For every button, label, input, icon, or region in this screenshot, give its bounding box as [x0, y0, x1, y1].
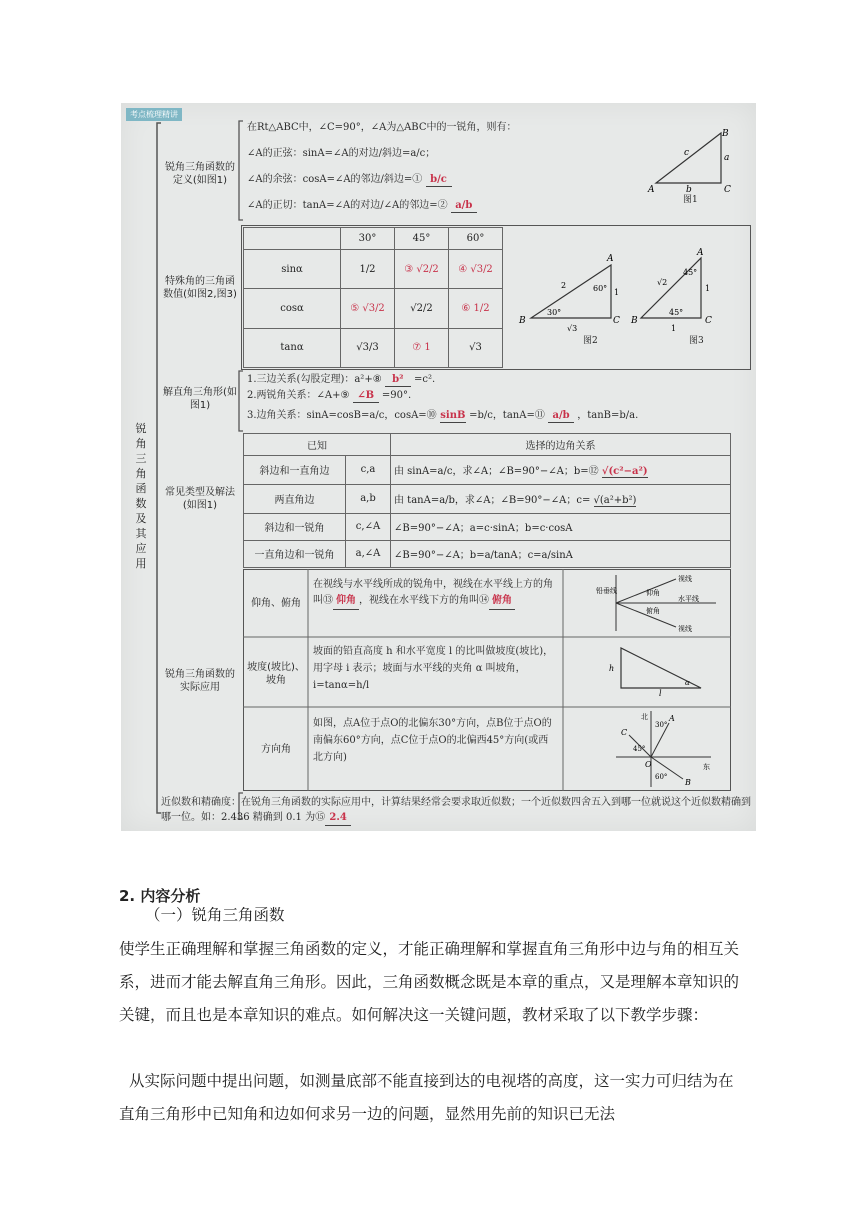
- special-label: 特殊角的三角函数值(如图2,图3): [163, 276, 237, 300]
- svg-text:A: A: [669, 714, 675, 723]
- applied-row3-name: 方向角: [261, 744, 291, 755]
- applied-label: 锐角三角函数的实际应用: [165, 669, 235, 693]
- special-header-60: 60°: [449, 228, 503, 250]
- svg-text:C: C: [724, 185, 731, 195]
- special-table: [243, 227, 503, 368]
- def-sin: ∠A的正弦：sinA=∠A的对边/斜边=a/c；: [247, 148, 436, 159]
- svg-text:A: A: [648, 185, 655, 195]
- def-tan-answer: a/b: [451, 199, 477, 213]
- sight-label-horiz: 水平线: [678, 595, 699, 603]
- figures-2-3: [511, 243, 741, 353]
- sight-label-plumb: 铅垂线: [596, 587, 617, 595]
- solve-l2-suffix: =90°.: [381, 390, 412, 401]
- special-header-45: 45°: [395, 228, 449, 250]
- svg-text:B: B: [631, 316, 638, 326]
- svg-text:B: B: [685, 778, 691, 787]
- types-table: [243, 433, 731, 568]
- cos30: ⑤ √3/2: [341, 289, 395, 328]
- solve-l3-answer-2: a/b: [548, 409, 574, 423]
- def-intro: 在Rt△ABC中，∠C=90°，∠A为△ABC中的一锐角，则有：: [247, 122, 517, 133]
- dir-30: 30°: [655, 721, 668, 729]
- svg-text:√2: √2: [657, 278, 668, 287]
- applied-row1-answer2: 俯角: [489, 593, 515, 610]
- types-row1-vars: c,a: [346, 456, 391, 485]
- paragraph-1: 使学生正确理解和掌握三角函数的定义，才能正确理解和掌握直角三角形中边与角的相互关系，进而才能去解直角三角形。因此，三角函数概念既是本章的重点，又是理解本章知识的关键，而且也是本章知识的难点。如何解决这一关键问题，教材采取了以下教学步骤：: [119, 940, 740, 1024]
- types-row1-answer: √(c²−a²): [601, 465, 648, 477]
- types-row2-answer: √(a²+b²): [593, 494, 637, 506]
- svg-text:a: a: [724, 153, 730, 163]
- row-cos-label: cosα: [244, 289, 341, 328]
- types-row4-known: 一直角边和一锐角: [244, 540, 346, 567]
- section-heading: 2. 内容分析: [119, 887, 201, 905]
- types-header-known: 已知: [244, 434, 391, 456]
- fig1-caption: 图1: [683, 195, 698, 205]
- solve-l1-suffix: =c².: [414, 374, 436, 385]
- svg-text:B: B: [722, 129, 729, 139]
- approx-label: 近似数和精确度：: [161, 797, 241, 808]
- fig3-caption: 图3: [689, 336, 704, 346]
- vertical-title: 锐角三角函数及其应用: [135, 422, 147, 570]
- svg-text:2: 2: [561, 281, 567, 290]
- sin30: 1/2: [341, 250, 395, 289]
- applied-row1-answer1: 仰角: [333, 593, 359, 610]
- paragraph-2: 从实际问题中提出问题，如测量底部不能直接到达的电视塔的高度，这一实力可归结为在直角三角形中已知角和边如何求另一边的问题，显然用先前的知识已无法: [119, 1072, 734, 1123]
- solve-line-3: [247, 409, 638, 423]
- svg-text:C: C: [621, 728, 628, 737]
- types-row4-rel: ∠B=90°−∠A；b=a/tanA；c=a/sinA: [391, 540, 731, 567]
- worksheet-photo: [121, 103, 756, 831]
- solve-l1-prefix: 1.三边关系(勾股定理)：a²+⑧: [247, 374, 382, 385]
- approx-block: [161, 795, 751, 826]
- slope-figure: [601, 643, 711, 698]
- types-label: 常见类型及解法(如图1): [165, 487, 235, 511]
- svg-text:1: 1: [705, 284, 711, 293]
- sight-label-elev: 仰角: [646, 589, 660, 597]
- solve-l3-answer-1: sinB: [440, 410, 466, 421]
- approx-answer: 2.4: [325, 810, 351, 826]
- sight-label-dep: 俯角: [646, 607, 660, 615]
- dir-60: 60°: [655, 773, 668, 781]
- dir-north: 北: [641, 713, 648, 721]
- svg-text:√3: √3: [567, 324, 578, 333]
- cos60: ⑥ 1/2: [449, 289, 503, 328]
- types-row3-vars: c,∠A: [346, 513, 391, 540]
- sight-label-1: 视线: [678, 575, 692, 583]
- row-tan-label: tanα: [244, 328, 341, 367]
- def-tan: [247, 199, 477, 213]
- dir-45: 45°: [633, 745, 646, 753]
- sight-label-2: 视线: [678, 625, 692, 633]
- types-row1-rel: 由 sinA=a/c，求∠A；∠B=90°−∠A；b=⑫: [394, 465, 599, 477]
- def-label: 锐角三角函数的定义(如图1): [165, 162, 235, 186]
- svg-text:B: B: [519, 316, 526, 326]
- applied-row1-text1: 在视线与水平线所成的锐角中，视线在水平线上方的角叫⑬: [313, 579, 553, 606]
- solve-label: 解直角三角形(如图1): [163, 387, 237, 411]
- svg-text:l: l: [659, 689, 662, 698]
- tan45: ⑦ 1: [395, 328, 449, 367]
- solve-line-2: [247, 389, 411, 403]
- types-row4-vars: a,∠A: [346, 540, 391, 567]
- row-sin-label: sinα: [244, 250, 341, 289]
- svg-text:1: 1: [614, 288, 620, 297]
- svg-text:45°: 45°: [683, 268, 698, 277]
- svg-text:c: c: [684, 148, 690, 158]
- svg-text:C: C: [613, 316, 620, 326]
- def-cos: [247, 173, 452, 187]
- solve-line-1: [247, 373, 435, 387]
- svg-text:α: α: [685, 679, 690, 687]
- svg-text:O: O: [645, 760, 652, 769]
- sin45: ③ √2/2: [395, 250, 449, 289]
- def-cos-answer: b/c: [426, 173, 452, 187]
- types-header-rel: 选择的边角关系: [391, 434, 731, 456]
- tan60: √3: [449, 328, 503, 367]
- def-tan-prefix: ∠A的正切：tanA=∠A的对边/∠A的邻边=②: [247, 200, 448, 211]
- fig2-caption: 图2: [583, 336, 598, 346]
- svg-text:A: A: [697, 248, 704, 258]
- subsection-title: （一）锐角三角函数: [145, 906, 285, 924]
- cos45: √2/2: [395, 289, 449, 328]
- special-header-30: 30°: [341, 228, 395, 250]
- svg-text:45°: 45°: [669, 308, 684, 317]
- tan30: √3/3: [341, 328, 395, 367]
- types-row2-rel: 由 tanA=a/b，求∠A；∠B=90°−∠A；c=: [394, 494, 591, 506]
- types-row2-vars: a,b: [346, 484, 391, 513]
- solve-l3-mid: =b/c，tanA=⑪: [469, 410, 545, 421]
- types-row3-rel: ∠B=90°−∠A；a=c·sinA；b=c·cosA: [391, 513, 731, 540]
- types-row1-known: 斜边和一直角边: [244, 456, 346, 485]
- applied-row2-name: 坡度(坡比)、坡角: [247, 662, 305, 686]
- applied-row1-text: [313, 577, 558, 610]
- svg-text:60°: 60°: [593, 284, 608, 293]
- applied-row1-text2: ，视线在水平线下方的角叫⑭: [359, 595, 489, 606]
- direction-figure: [611, 709, 721, 789]
- svg-text:1: 1: [671, 324, 677, 333]
- solve-l2-prefix: 2.两锐角关系：∠A+⑨: [247, 390, 350, 401]
- applied-row2-text: 坡面的铅直高度 h 和水平宽度 l 的比叫做坡度(坡比)，用字母 i 表示；坡面与水平线的夹角 α 叫坡角，i=tanα=h/l: [313, 646, 554, 691]
- svg-text:h: h: [609, 664, 615, 673]
- dir-east: 东: [703, 763, 710, 771]
- sin60: ④ √3/2: [449, 250, 503, 289]
- solve-l3-prefix: 3.边角关系：sinA=cosB=a/c，cosA=⑩: [247, 410, 437, 421]
- solve-l3-suffix: ，tanB=b/a.: [577, 410, 639, 421]
- def-cos-prefix: ∠A的余弦：cosA=∠A的邻边/斜边=①: [247, 174, 423, 185]
- svg-text:b: b: [686, 185, 692, 195]
- svg-text:A: A: [607, 254, 614, 264]
- sight-figure: [566, 573, 726, 633]
- types-row2-known: 两直角边: [244, 484, 346, 513]
- svg-text:30°: 30°: [547, 308, 562, 317]
- svg-text:C: C: [705, 316, 712, 326]
- applied-row1-name: 仰角、俯角: [251, 598, 301, 609]
- section-tag: 考点梳理精讲: [126, 108, 182, 121]
- approx-text: 在锐角三角函数的实际应用中，计算结果经常会要求取近似数；一个近似数四舍五入到哪一位就说这个近似数精确到哪一位。如：2.436 精确到 0.1 为⑮: [161, 797, 751, 823]
- applied-row3-text: 如图，点A位于点O的北偏东30°方向，点B位于点O的南偏东60°方向，点C位于点O的北偏西45°方向(或西北方向): [313, 718, 552, 763]
- types-row3-known: 斜边和一锐角: [244, 513, 346, 540]
- solve-l1-answer: b²: [385, 373, 411, 387]
- solve-l2-answer: ∠B: [353, 389, 379, 403]
